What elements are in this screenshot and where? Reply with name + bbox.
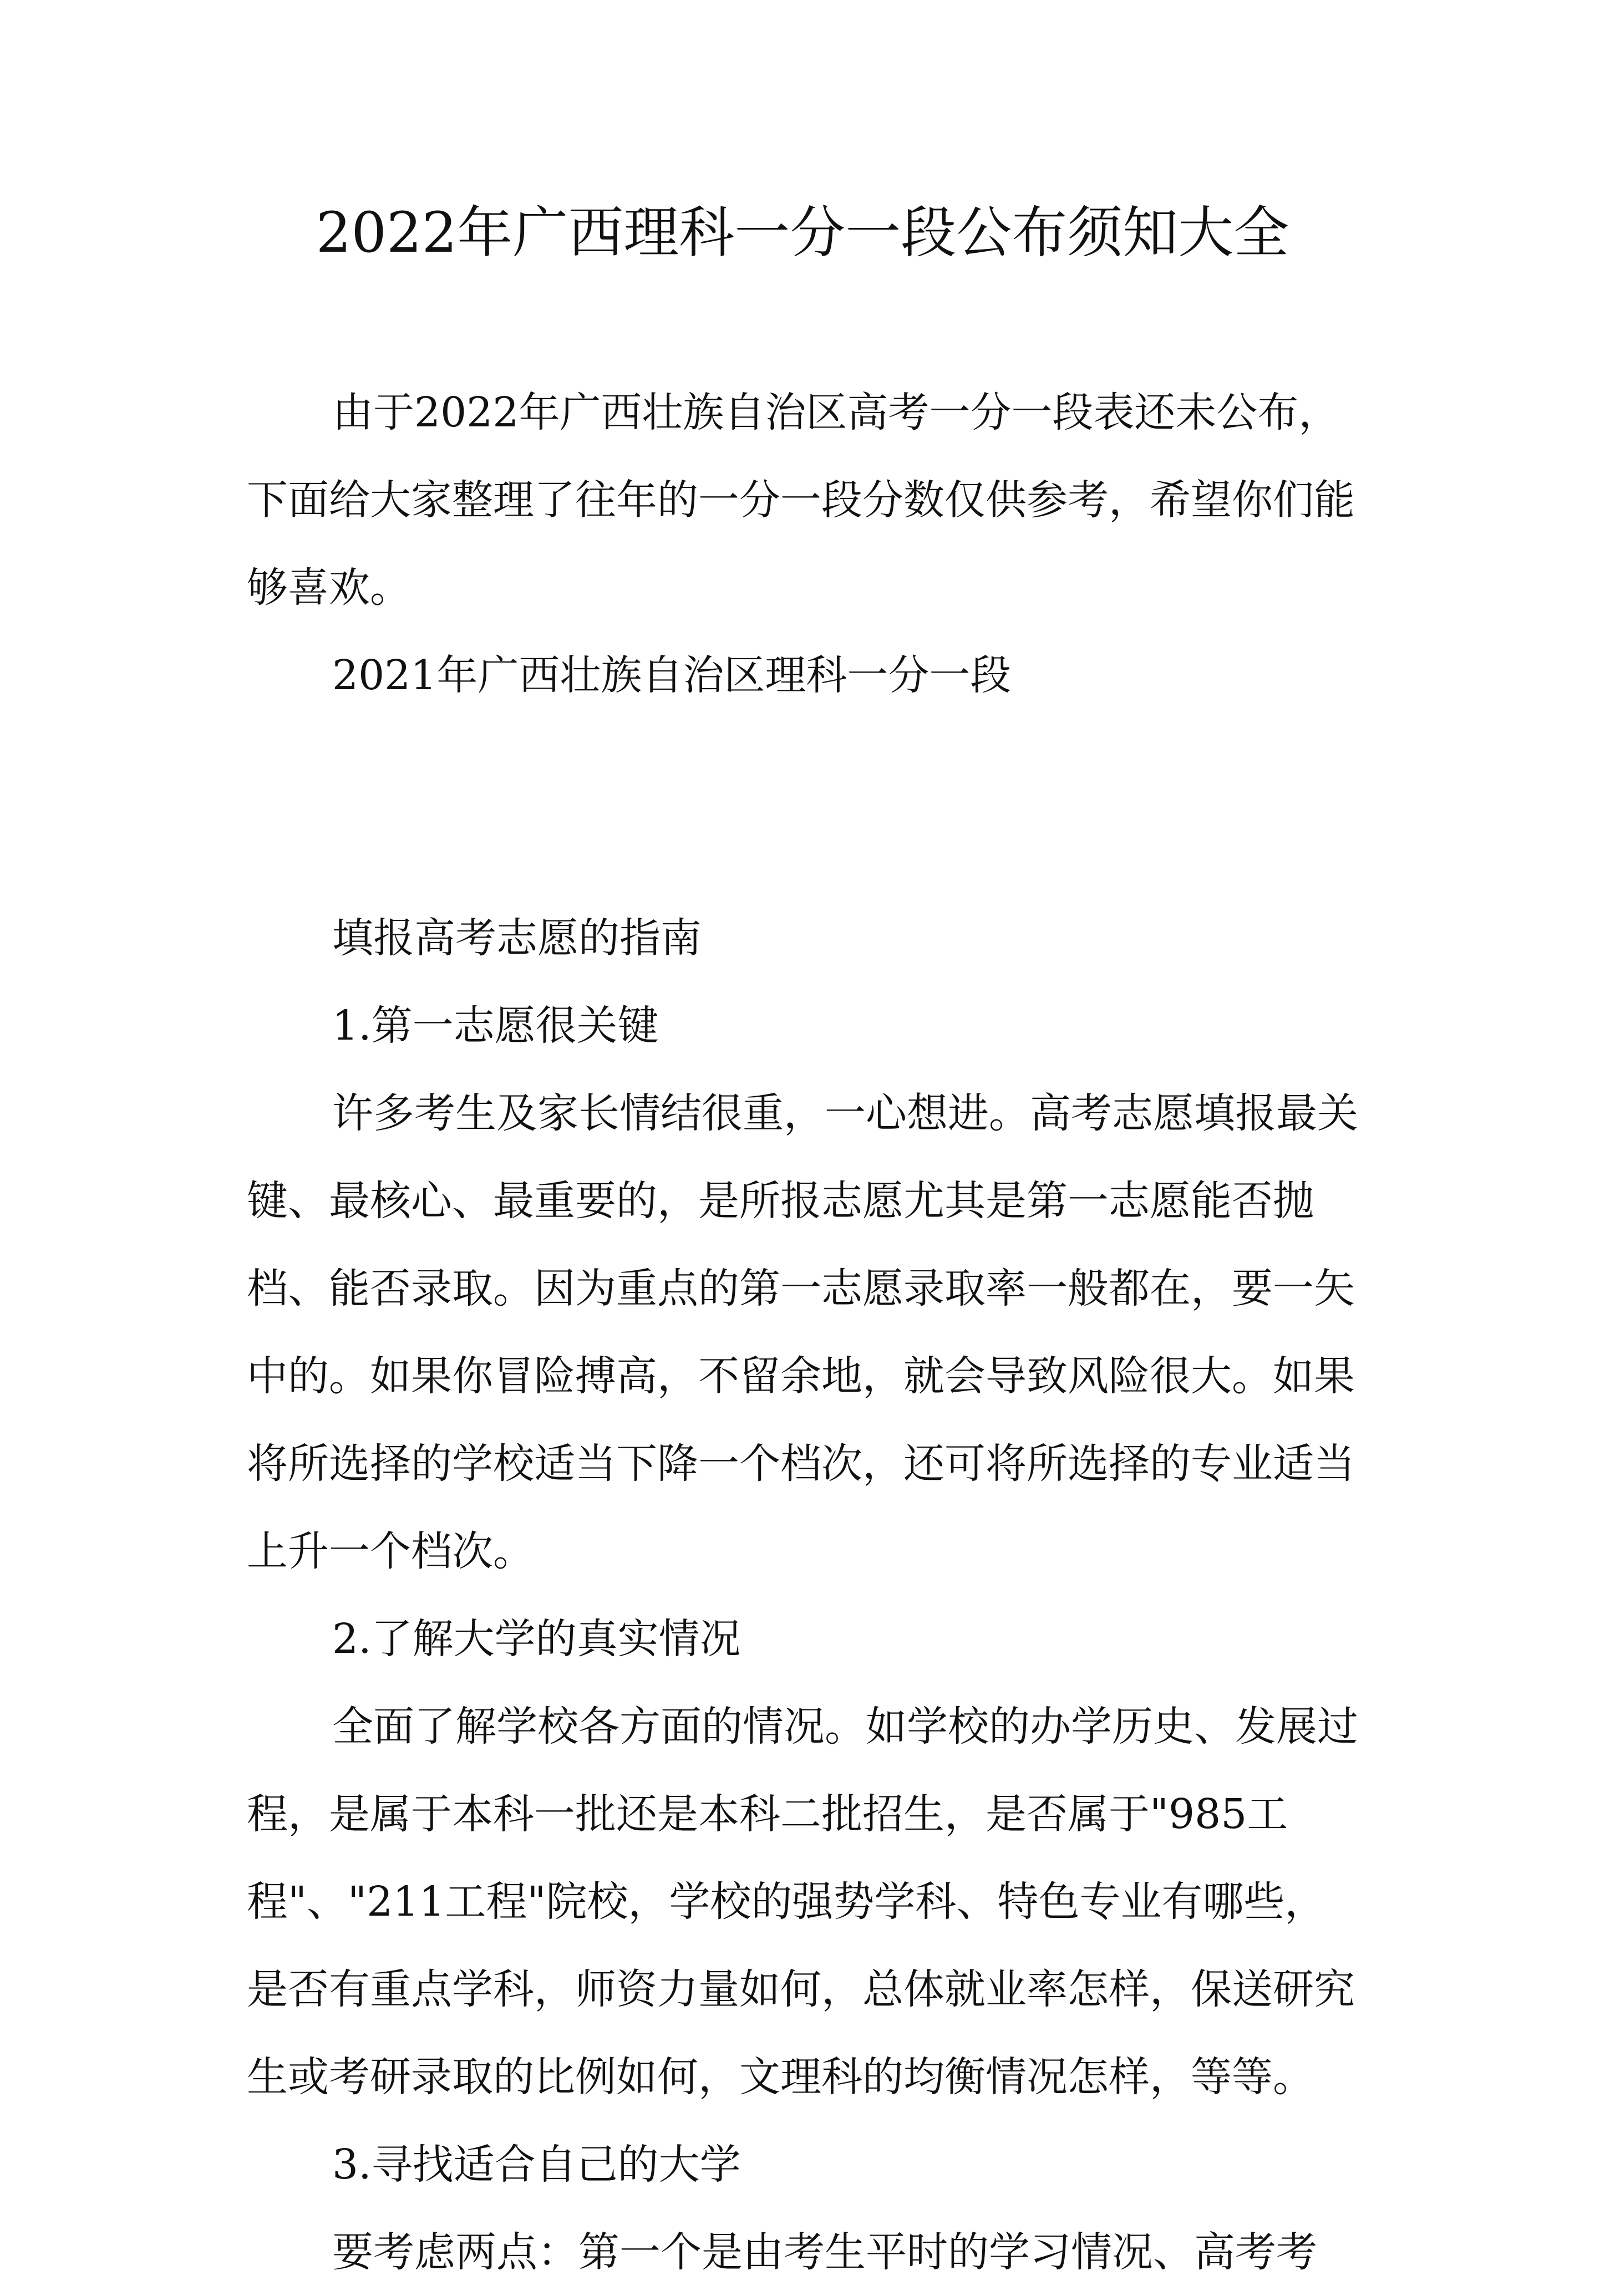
paragraph-3: 要考虑两点：第一个是由考生平时的学习情况、高考考 [332,2228,1317,2276]
subheading-2: 2.了解大学的真实情况 [332,1615,741,1663]
section-heading-2021-table: 2021年广西壮族自治区理科一分一段 [332,651,1012,699]
document-body [247,369,1359,2296]
subheading-1: 1.第一志愿很关键 [332,1002,659,1050]
subheading-3: 3.寻找适合自己的大学 [332,2141,741,2188]
section-heading-guide: 填报高考志愿的指南 [332,914,702,962]
paragraph-2: 全面了解学校各方面的情况。如学校的办学历史、发展过程，是属于本科一批还是本科二批招生，是否属于"985工程"、"211工程"院校，学校的强势学科、特色专业有哪些，是否有重点学科，师资力量如何，总体就业率怎样，保送研究生或考研录取的比例如何，文理科的均衡情况怎样，等等。 [247,1703,1358,2101]
paragraph-1: 许多考生及家长情结很重，一心想进。高考志愿填报最关键、最核心、最重要的，是所报志愿尤其是第一志愿能否抛档、能否录取。因为重点的第一志愿录取率一般都在，要一矢中的。如果你冒险搏高，不留余地，就会导致风险很大。如果将所选择的学校适当下降一个档次，还可将所选择的专业适当上升一个档次。 [247,1090,1358,1575]
table-placeholder-space [247,719,1359,894]
document-title: 2022年广西理科一分一段公布须知大全 [316,200,1289,265]
intro-paragraph: 由于2022年广西壮族自治区高考一分一段表还未公布，下面给大家整理了往年的一分一段分数仅供参考，希望你们能够喜欢。 [247,389,1355,612]
